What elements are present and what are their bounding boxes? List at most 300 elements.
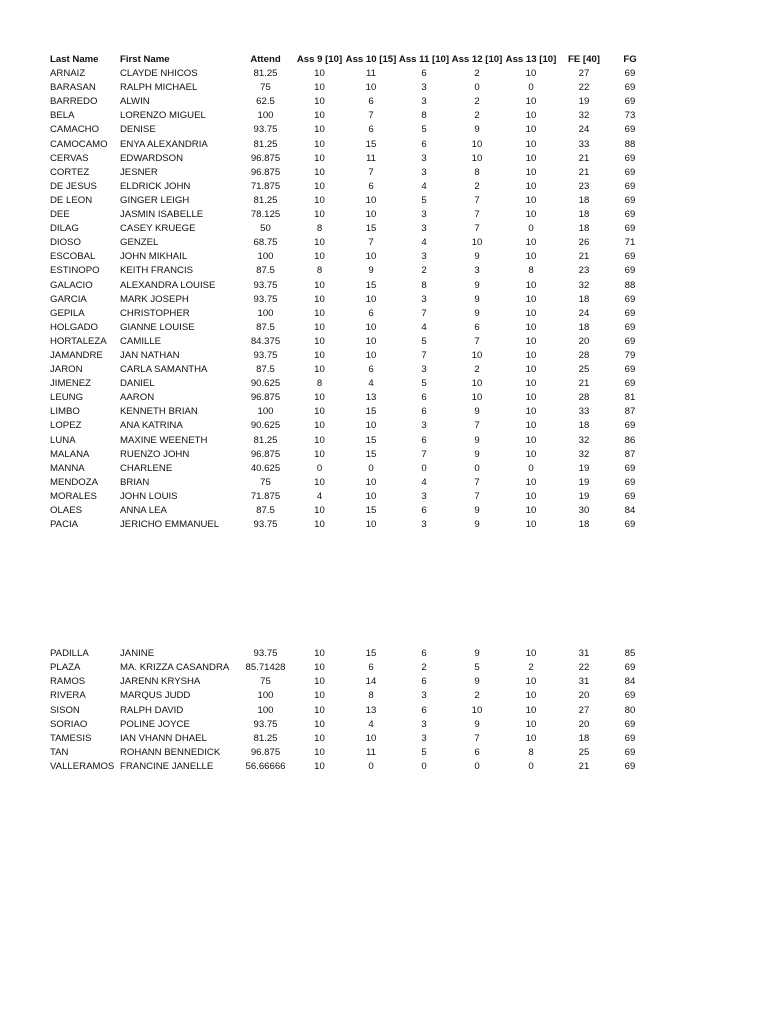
cell-fg: 69 — [624, 335, 636, 347]
cell-ass10: 0 — [368, 462, 374, 474]
cell-ass12: 2 — [474, 690, 480, 702]
cell-fe: 31 — [578, 676, 590, 688]
table-row — [50, 448, 650, 462]
cell-attend: 93.75 — [253, 279, 278, 291]
cell-ass10: 4 — [368, 718, 374, 730]
cell-ass13: 10 — [525, 519, 537, 531]
cell-attend: 68.75 — [253, 237, 278, 249]
cell-last-name: LOPEZ — [50, 420, 82, 432]
cell-fe: 23 — [578, 180, 590, 192]
cell-ass12: 10 — [471, 138, 483, 150]
table-row — [50, 208, 650, 222]
cell-ass13: 10 — [525, 96, 537, 108]
cell-fg: 69 — [624, 194, 636, 206]
cell-ass9: 10 — [314, 420, 325, 432]
table-row — [50, 335, 650, 349]
table-row — [50, 434, 650, 448]
cell-ass12: 10 — [471, 704, 483, 716]
cell-fg: 69 — [624, 265, 636, 277]
cell-ass11: 3 — [421, 166, 427, 178]
cell-first-name: DENISE — [120, 124, 156, 136]
cell-ass12: 9 — [474, 251, 480, 263]
cell-ass12: 9 — [474, 718, 480, 730]
cell-attend: 75 — [260, 82, 271, 94]
cell-ass9: 10 — [314, 209, 325, 221]
cell-ass11: 6 — [421, 704, 427, 716]
header-row — [50, 53, 650, 67]
cell-fg: 79 — [624, 349, 636, 361]
cell-fg: 81 — [624, 392, 636, 404]
cell-last-name: PADILLA — [50, 648, 89, 660]
cell-first-name: DANIEL — [120, 378, 155, 390]
cell-first-name: ANNA LEA — [120, 505, 167, 516]
table-row — [50, 138, 650, 152]
cell-first-name: CHARLENE — [120, 462, 173, 474]
cell-last-name: SISON — [50, 704, 80, 716]
cell-ass12: 2 — [474, 364, 480, 376]
cell-ass11: 6 — [421, 434, 427, 446]
cell-ass9: 10 — [314, 293, 325, 305]
header-fe: FE [40] — [568, 54, 600, 65]
cell-ass13: 10 — [525, 138, 537, 150]
cell-ass12: 2 — [474, 96, 480, 108]
table-row — [50, 476, 650, 490]
cell-first-name: JERICHO EMMANUEL — [120, 519, 220, 531]
cell-ass10: 7 — [368, 237, 374, 249]
cell-ass12: 3 — [474, 265, 480, 277]
cell-fg: 69 — [624, 307, 636, 319]
cell-ass9: 10 — [314, 251, 325, 263]
cell-fg: 69 — [624, 124, 636, 136]
cell-ass10: 15 — [365, 505, 377, 516]
cell-first-name: JOHN MIKHAIL — [120, 251, 188, 263]
cell-last-name: LEUNG — [50, 392, 84, 404]
cell-fe: 28 — [578, 349, 590, 361]
cell-fe: 20 — [578, 690, 590, 702]
cell-ass10: 6 — [368, 307, 374, 319]
cell-fe: 22 — [578, 82, 590, 94]
cell-fg: 88 — [624, 279, 636, 291]
cell-fg: 69 — [624, 82, 636, 94]
cell-ass11: 7 — [421, 448, 427, 460]
cell-ass9: 10 — [314, 321, 325, 333]
cell-first-name: IAN VHANN DHAEL — [120, 732, 207, 744]
cell-attend: 87.5 — [256, 265, 275, 277]
cell-first-name: GINGER LEIGH — [120, 194, 190, 206]
cell-ass13: 10 — [525, 110, 537, 122]
table-block-1 — [50, 67, 650, 532]
cell-last-name: JIMENEZ — [50, 378, 92, 390]
cell-attend: 87.5 — [256, 505, 275, 516]
cell-fe: 26 — [578, 237, 590, 249]
table-row — [50, 194, 650, 208]
cell-last-name: BARREDO — [50, 96, 98, 108]
cell-attend: 81.25 — [253, 434, 278, 446]
cell-fe: 30 — [578, 505, 590, 516]
cell-attend: 81.25 — [253, 138, 278, 150]
cell-ass9: 10 — [314, 434, 325, 446]
cell-ass12: 6 — [474, 746, 480, 758]
cell-first-name: ALWIN — [120, 96, 150, 108]
cell-attend: 90.625 — [250, 420, 281, 432]
cell-ass10: 10 — [365, 335, 377, 347]
cell-ass9: 10 — [314, 237, 325, 249]
cell-ass13: 10 — [525, 704, 537, 716]
cell-fg: 69 — [624, 96, 636, 108]
cell-ass13: 10 — [525, 476, 537, 488]
cell-fe: 18 — [578, 293, 590, 305]
table-row — [50, 462, 650, 476]
cell-first-name: FRANCINE JANELLE — [120, 760, 214, 772]
cell-ass9: 0 — [316, 462, 323, 474]
cell-ass11: 6 — [421, 68, 427, 80]
cell-last-name: DEE — [50, 209, 70, 221]
cell-last-name: MANNA — [50, 462, 85, 474]
cell-ass10: 10 — [365, 490, 377, 502]
cell-ass12: 9 — [474, 434, 480, 446]
cell-last-name: HORTALEZA — [50, 335, 107, 347]
cell-fg: 86 — [624, 434, 636, 446]
cell-fg: 69 — [624, 68, 636, 80]
cell-ass12: 0 — [474, 82, 480, 94]
cell-ass12: 7 — [474, 335, 480, 347]
cell-last-name: DILAG — [50, 223, 79, 235]
cell-first-name: RALPH DAVID — [120, 704, 184, 716]
cell-fe: 19 — [578, 96, 590, 108]
cell-ass13: 10 — [525, 152, 537, 164]
cell-ass13: 10 — [525, 68, 537, 80]
cell-ass9: 10 — [314, 349, 325, 361]
cell-fg: 69 — [624, 718, 636, 730]
cell-first-name: MARQUS JUDD — [120, 690, 191, 702]
cell-ass9: 10 — [314, 505, 325, 516]
cell-fg: 69 — [624, 462, 636, 474]
cell-last-name: LUNA — [50, 434, 76, 446]
cell-ass11: 4 — [421, 237, 427, 249]
cell-last-name: GEPILA — [50, 307, 85, 319]
cell-ass11: 3 — [421, 96, 427, 108]
cell-ass12: 10 — [471, 237, 483, 249]
table-row — [50, 760, 650, 774]
header-last-name: Last Name — [50, 54, 99, 65]
cell-first-name: AARON — [120, 392, 155, 404]
cell-last-name: JARON — [50, 364, 83, 376]
cell-ass9: 10 — [314, 124, 325, 136]
cell-ass10: 0 — [368, 760, 374, 772]
cell-first-name: MARK JOSEPH — [120, 293, 189, 305]
cell-ass12: 0 — [474, 760, 480, 772]
cell-fg: 69 — [624, 223, 636, 235]
cell-attend: 93.75 — [253, 648, 278, 660]
cell-ass11: 4 — [421, 321, 427, 333]
cell-fe: 21 — [578, 378, 590, 390]
cell-ass13: 0 — [528, 760, 534, 772]
cell-ass9: 10 — [314, 392, 325, 404]
cell-ass11: 3 — [421, 420, 427, 432]
cell-ass9: 10 — [314, 335, 325, 347]
cell-ass12: 6 — [474, 321, 480, 333]
cell-ass9: 10 — [314, 279, 325, 291]
cell-ass9: 10 — [314, 476, 325, 488]
header-ass13: Ass 13 [10] — [505, 54, 557, 65]
cell-attend: 93.75 — [253, 293, 278, 305]
cell-ass13: 10 — [525, 364, 537, 376]
cell-ass13: 10 — [525, 124, 537, 136]
cell-ass10: 13 — [365, 704, 377, 716]
cell-attend: 100 — [257, 307, 274, 319]
cell-ass9: 8 — [316, 265, 323, 277]
cell-ass12: 10 — [471, 152, 483, 164]
cell-attend: 100 — [257, 690, 274, 702]
cell-ass10: 10 — [365, 732, 377, 744]
table-row — [50, 264, 650, 278]
cell-last-name: MENDOZA — [50, 476, 98, 488]
cell-attend: 96.875 — [250, 166, 281, 178]
cell-ass12: 9 — [474, 648, 480, 660]
cell-attend: 93.75 — [253, 349, 278, 361]
table-row — [50, 405, 650, 419]
cell-last-name: JAMANDRE — [50, 349, 103, 361]
cell-last-name: CAMOCAMO — [50, 138, 108, 150]
header-first-name: First Name — [120, 54, 170, 65]
cell-ass10: 6 — [368, 364, 374, 376]
table-row — [50, 391, 650, 405]
table-row — [50, 321, 650, 335]
cell-fe: 18 — [578, 209, 590, 221]
cell-ass13: 10 — [525, 251, 537, 263]
cell-ass9: 10 — [314, 406, 325, 418]
cell-attend: 85.71428 — [245, 662, 286, 674]
cell-fg: 69 — [624, 746, 636, 758]
cell-attend: 56.66666 — [245, 760, 286, 772]
cell-fg: 73 — [624, 110, 636, 122]
cell-ass12: 9 — [474, 279, 480, 291]
cell-fe: 18 — [578, 223, 590, 235]
cell-last-name: PACIA — [50, 519, 79, 531]
cell-ass13: 10 — [525, 676, 537, 688]
cell-attend: 84.375 — [250, 335, 281, 347]
table-row — [50, 647, 650, 661]
table-row — [50, 704, 650, 718]
cell-ass11: 2 — [421, 265, 427, 277]
cell-first-name: CASEY KRUEGE — [120, 223, 196, 235]
cell-ass11: 7 — [421, 307, 427, 319]
cell-fg: 69 — [624, 166, 636, 178]
cell-last-name: OLAES — [50, 505, 82, 516]
cell-first-name: JARENN KRYSHA — [120, 676, 201, 688]
cell-ass12: 10 — [471, 349, 483, 361]
table-row — [50, 718, 650, 732]
cell-last-name: CAMACHO — [50, 124, 100, 136]
cell-ass9: 10 — [314, 152, 325, 164]
header-attend: Attend — [250, 54, 281, 65]
cell-ass12: 5 — [474, 662, 480, 674]
cell-first-name: ENYA ALEXANDRIA — [120, 138, 208, 150]
cell-ass10: 6 — [368, 180, 374, 192]
cell-last-name: ESTINOPO — [50, 265, 100, 277]
cell-fg: 69 — [624, 662, 636, 674]
cell-ass13: 0 — [528, 82, 534, 94]
cell-ass13: 10 — [525, 321, 537, 333]
cell-attend: 96.875 — [250, 152, 281, 164]
cell-fg: 69 — [624, 476, 636, 488]
cell-ass11: 3 — [421, 690, 427, 702]
cell-ass13: 10 — [525, 307, 537, 319]
cell-ass10: 10 — [365, 519, 377, 531]
cell-ass13: 10 — [525, 505, 537, 516]
cell-attend: 93.75 — [253, 718, 278, 730]
cell-ass12: 10 — [471, 392, 483, 404]
cell-ass10: 15 — [365, 434, 377, 446]
cell-ass13: 8 — [528, 746, 534, 758]
cell-ass10: 6 — [368, 124, 374, 136]
cell-ass11: 3 — [421, 732, 427, 744]
cell-ass12: 8 — [474, 166, 480, 178]
cell-attend: 100 — [257, 406, 274, 418]
cell-ass11: 6 — [421, 138, 427, 150]
cell-first-name: POLINE JOYCE — [120, 718, 190, 730]
cell-ass10: 6 — [368, 96, 374, 108]
cell-ass13: 10 — [525, 194, 537, 206]
table-row — [50, 746, 650, 760]
cell-first-name: ROHANN BENNEDICK — [120, 746, 221, 758]
cell-first-name: CAMILLE — [120, 335, 162, 347]
cell-ass9: 10 — [314, 760, 325, 772]
cell-ass10: 11 — [366, 68, 376, 80]
cell-last-name: RIVERA — [50, 690, 86, 702]
cell-fe: 25 — [578, 746, 590, 758]
cell-last-name: BARASAN — [50, 82, 96, 94]
cell-fg: 69 — [624, 420, 636, 432]
cell-first-name: KENNETH BRIAN — [120, 406, 198, 418]
cell-fg: 69 — [624, 490, 636, 502]
cell-ass11: 3 — [421, 82, 427, 94]
cell-ass12: 9 — [474, 293, 480, 305]
cell-fe: 28 — [578, 392, 590, 404]
cell-ass10: 10 — [365, 420, 377, 432]
cell-ass11: 4 — [421, 476, 427, 488]
cell-fg: 69 — [624, 251, 636, 263]
cell-ass11: 3 — [421, 251, 427, 263]
cell-ass12: 2 — [474, 110, 480, 122]
cell-ass9: 10 — [314, 704, 325, 716]
cell-last-name: TAN — [50, 746, 69, 758]
cell-fe: 18 — [578, 321, 590, 333]
cell-last-name: PLAZA — [50, 662, 81, 674]
cell-ass13: 10 — [525, 718, 537, 730]
cell-ass11: 3 — [421, 519, 427, 531]
cell-ass11: 3 — [421, 152, 427, 164]
cell-first-name: JESNER — [120, 166, 158, 178]
cell-attend: 93.75 — [253, 124, 278, 136]
table-row — [50, 293, 650, 307]
cell-ass11: 3 — [421, 223, 427, 235]
table-row — [50, 675, 650, 689]
cell-last-name: DIOSO — [50, 237, 81, 249]
cell-fe: 32 — [578, 110, 590, 122]
cell-ass10: 13 — [365, 392, 377, 404]
cell-fg: 87 — [624, 448, 636, 460]
table-row — [50, 222, 650, 236]
cell-fg: 69 — [624, 732, 636, 744]
cell-last-name: TAMESIS — [50, 732, 92, 744]
cell-first-name: GIANNE LOUISE — [120, 321, 195, 333]
cell-fg: 87 — [624, 406, 636, 418]
cell-attend: 96.875 — [250, 448, 281, 460]
cell-ass11: 0 — [421, 760, 427, 772]
cell-attend: 96.875 — [250, 746, 281, 758]
cell-ass13: 8 — [528, 265, 534, 277]
cell-ass9: 10 — [314, 364, 325, 376]
cell-last-name: VALLERAMOS — [50, 760, 115, 772]
cell-fe: 27 — [578, 68, 590, 80]
cell-ass12: 7 — [474, 223, 480, 235]
cell-ass13: 10 — [525, 420, 537, 432]
cell-ass12: 7 — [474, 490, 480, 502]
cell-fe: 25 — [578, 364, 590, 376]
cell-first-name: ANA KATRINA — [120, 420, 183, 432]
cell-first-name: GENZEL — [120, 237, 159, 249]
cell-ass9: 8 — [316, 378, 323, 390]
cell-ass13: 10 — [525, 293, 537, 305]
cell-ass11: 5 — [421, 378, 427, 390]
cell-ass10: 15 — [365, 406, 377, 418]
cell-last-name: ARNAIZ — [50, 68, 86, 80]
cell-ass11: 6 — [421, 505, 427, 516]
cell-fg: 80 — [624, 704, 636, 716]
cell-last-name: LIMBO — [50, 406, 80, 418]
cell-ass10: 10 — [365, 209, 377, 221]
cell-ass13: 10 — [525, 690, 537, 702]
table-block-2 — [50, 647, 650, 774]
cell-fe: 20 — [578, 718, 590, 730]
cell-last-name: RAMOS — [50, 676, 86, 688]
cell-ass10: 8 — [368, 690, 374, 702]
table-row — [50, 236, 650, 250]
cell-first-name: CLAYDE NHICOS — [120, 68, 198, 80]
cell-ass13: 10 — [525, 732, 537, 744]
table-row — [50, 279, 650, 293]
cell-ass10: 10 — [365, 476, 377, 488]
header-ass11: Ass 11 [10] — [398, 54, 450, 65]
cell-ass12: 9 — [474, 519, 480, 531]
header-ass9: Ass 9 [10] — [296, 54, 343, 65]
cell-ass9: 10 — [314, 166, 325, 178]
cell-fe: 22 — [578, 662, 590, 674]
table-row — [50, 123, 650, 137]
cell-ass10: 7 — [368, 166, 374, 178]
table-row — [50, 250, 650, 264]
cell-ass9: 10 — [314, 732, 325, 744]
cell-ass11: 5 — [421, 746, 427, 758]
header-ass12: Ass 12 [10] — [451, 54, 503, 65]
cell-ass10: 15 — [365, 448, 377, 460]
cell-ass11: 3 — [421, 293, 427, 305]
cell-ass11: 8 — [421, 110, 427, 122]
cell-ass9: 10 — [314, 307, 325, 319]
cell-first-name: MA. KRIZZA CASANDRA — [120, 662, 230, 674]
cell-fe: 32 — [578, 279, 590, 291]
cell-last-name: CORTEZ — [50, 166, 90, 178]
cell-ass12: 9 — [474, 124, 480, 136]
table-row — [50, 81, 650, 95]
cell-fg: 69 — [624, 760, 636, 772]
cell-ass9: 10 — [314, 110, 325, 122]
cell-fg: 69 — [624, 180, 636, 192]
cell-last-name: SORIAO — [50, 718, 88, 730]
cell-attend: 40.625 — [250, 462, 281, 474]
cell-ass12: 9 — [474, 307, 480, 319]
